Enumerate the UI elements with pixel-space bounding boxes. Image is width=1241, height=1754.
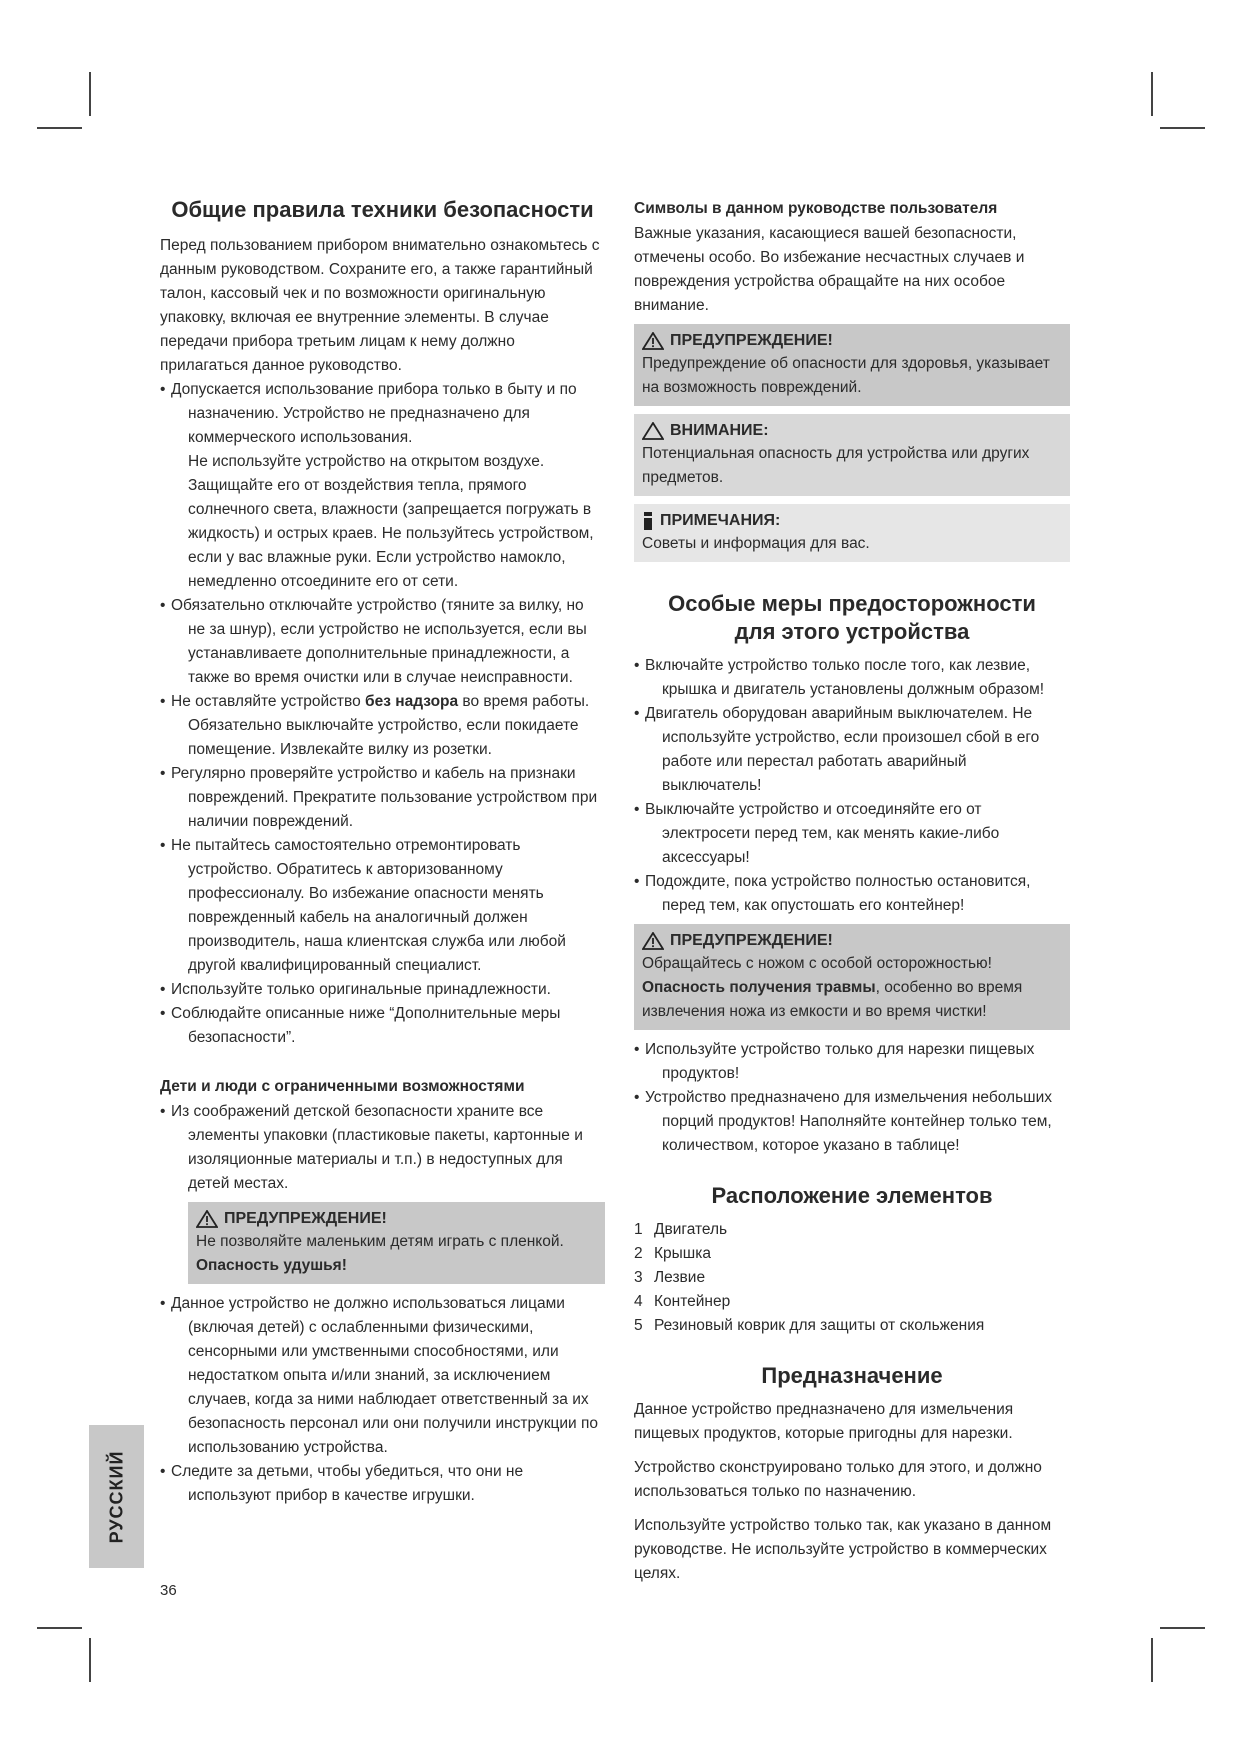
warning-heading: ПРЕДУПРЕЖДЕНИЕ!	[642, 930, 1062, 952]
warning-heading: ПРЕДУПРЕЖДЕНИЕ!	[196, 1208, 597, 1230]
crop-mark	[1160, 1627, 1205, 1629]
special-title: Особые меры предосторожности для этого устройства	[668, 591, 1036, 644]
symbols-title: Символы в данном руководстве пользователя	[634, 200, 998, 217]
safety-title: Общие правила техники безопасности	[171, 197, 594, 222]
list-item: • Данное устройство не должно использоваться лицами (включая детей) с ослабленными физическими, сенсорными или умственными способностями, или недостатком опыта и/или знаний, за исключением случаев, когда за ними наблюдает ответственный за их безопасность персонал или они получили инструкции по использованию устройства.	[160, 1292, 605, 1460]
symbols-intro: Важные указания, касающиеся вашей безопасности, отмечены особо. Во избежание несчастных случаев и повреждения устройства обращайте на них особое внимание.	[634, 225, 1025, 314]
warning-text: Обращайтесь с ножом с особой осторожностью!	[642, 955, 992, 972]
safety-list	[160, 378, 605, 1050]
children-warning-box	[188, 1202, 605, 1284]
warning-heading: ПРЕДУПРЕЖДЕНИЕ!	[642, 330, 1062, 352]
right-column	[634, 196, 1070, 1586]
crop-mark	[1151, 1638, 1153, 1682]
warning-triangle-icon	[642, 332, 664, 350]
caution-heading: ВНИМАНИЕ:	[642, 420, 1062, 442]
notes-text: Советы и информация для вас.	[642, 535, 870, 552]
special-list-2	[634, 1038, 1070, 1158]
list-item: • Выключайте устройство и отсоединяйте его от электросети перед тем, как менять какие-либо аксессуары!	[634, 798, 1070, 870]
left-column	[160, 196, 605, 1508]
children-title: Дети и люди с ограниченными возможностями	[160, 1078, 525, 1095]
list-item: • Не оставляйте устройство без надзора во время работы. Обязательно выключайте устройство, если покидаете помещение. Извлекайте вилку из розетки.	[160, 690, 605, 762]
special-warning-box	[634, 924, 1070, 1030]
info-icon	[642, 512, 654, 530]
crop-mark	[37, 127, 82, 129]
list-item: 5 Резиновый коврик для защиты от скольжения	[634, 1317, 985, 1334]
parts-title: Расположение элементов	[711, 1183, 993, 1208]
symbol-notes-box	[634, 504, 1070, 562]
list-item: • Включайте устройство только после того, как лезвие, крышка и двигатель установлены должным образом!	[634, 654, 1070, 702]
warning-text: Не позволяйте маленьким детям играть с пленкой.	[196, 1233, 564, 1250]
language-tab: РУССКИЙ	[89, 1425, 144, 1568]
symbol-warning-box	[634, 324, 1070, 406]
list-item: • Допускается использование прибора только в быту и по назначению. Устройство не предназначено для коммерческого использования. Не используйте устройство на открытом воздухе. Защищайте его от воздействия тепла, прямого солнечного света, влажности (запрещается погружать в жидкость) и острых краев. Не пользуйтесь устройством, если у вас влажные руки. Если устройство намокло, немедленно отсоедините его от сети.	[160, 378, 605, 594]
crop-mark	[37, 1627, 82, 1629]
warning-triangle-icon	[642, 932, 664, 950]
children-list	[160, 1100, 605, 1196]
list-item: • Соблюдайте описанные ниже “Дополнительные меры безопасности”.	[160, 1002, 605, 1050]
list-item-continuation: Не используйте устройство на открытом воздухе. Защищайте его от воздействия тепла, прямого солнечного света, влажности (запрещается погружать в жидкость) и острых краев. Не пользуйтесь устройством, если у вас влажные руки. Если устройство намокло, немедленно отсоедините его от сети.	[188, 453, 594, 590]
list-item: • Используйте устройство только для нарезки пищевых продуктов!	[634, 1038, 1070, 1086]
list-item: • Из соображений детской безопасности храните все элементы упаковки (пластиковые пакеты, картонные и изоляционные материалы и т.п.) в недоступных для детей местах.	[160, 1100, 605, 1196]
children-list-2	[160, 1292, 605, 1508]
parts-list	[634, 1218, 1070, 1338]
list-item: 1 Двигатель	[634, 1221, 728, 1238]
safety-intro: Перед пользованием прибором внимательно ознакомьтесь с данным руководством. Сохраните его, а также гарантийный талон, кассовый чек и по возможности оригинальную упаковку, включая ее внутренние элементы. В случае передачи прибора третьим лицам к нему должно прилагаться данное руководство.	[160, 237, 600, 374]
list-item: 3 Лезвие	[634, 1269, 706, 1286]
list-item: • Устройство предназначено для измельчения небольших порций продуктов! Наполняйте контейнер только тем, количеством, которое указано в таблице!	[634, 1086, 1070, 1158]
caution-triangle-icon	[642, 422, 664, 440]
list-item: • Обязательно отключайте устройство (тяните за вилку, но не за шнур), если устройство не используется, если вы устанавливаете дополнительные принадлежности, а также во время очистки или в случае неисправности.	[160, 594, 605, 690]
list-item: 4 Контейнер	[634, 1293, 731, 1310]
caution-text: Потенциальная опасность для устройства или других предметов.	[642, 445, 1030, 486]
crop-mark	[89, 72, 91, 116]
purpose-title: Предназначение	[761, 1363, 943, 1388]
crop-mark	[1151, 72, 1153, 116]
symbol-caution-box	[634, 414, 1070, 496]
special-list	[634, 654, 1070, 918]
list-item: • Используйте только оригинальные принадлежности.	[160, 978, 605, 1002]
warning-emphasis: Опасность удушья!	[196, 1257, 347, 1274]
purpose-paragraph: Используйте устройство только так, как указано в данном руководстве. Не используйте устройство в коммерческих целях.	[634, 1517, 1052, 1582]
warning-text: Предупреждение об опасности для здоровья, указывает на возможность повреждений.	[642, 355, 1050, 396]
purpose-paragraph: Устройство сконструировано только для этого, и должно использоваться только по назначению.	[634, 1459, 1042, 1500]
warning-text: Опасность получения травмы, особенно во время извлечения ножа из емкости и во время чистки!	[642, 979, 1023, 1020]
page-number: 36	[160, 1582, 177, 1599]
list-item: • Двигатель оборудован аварийным выключателем. Не используйте устройство, если произошел сбой в его работе или перестал работать аварийный выключатель!	[634, 702, 1070, 798]
list-item: • Подождите, пока устройство полностью остановится, перед тем, как опустошать его контейнер!	[634, 870, 1070, 918]
list-item: • Следите за детьми, чтобы убедиться, что они не используют прибор в качестве игрушки.	[160, 1460, 605, 1508]
list-item: • Регулярно проверяйте устройство и кабель на признаки повреждений. Прекратите пользование устройством при наличии повреждений.	[160, 762, 605, 834]
warning-triangle-icon	[196, 1210, 218, 1228]
list-item: 2 Крышка	[634, 1245, 711, 1262]
crop-mark	[1160, 127, 1205, 129]
crop-mark	[89, 1638, 91, 1682]
list-item: • Не пытайтесь самостоятельно отремонтировать устройство. Обратитесь к авторизованному профессионалу. Во избежание опасности менять поврежденный кабель на аналогичный должен производитель, наша клиентская служба или любой другой квалифицированный специалист.	[160, 834, 605, 978]
purpose-paragraph: Данное устройство предназначено для измельчения пищевых продуктов, которые пригодны для нарезки.	[634, 1401, 1014, 1442]
notes-heading: ПРИМЕЧАНИЯ:	[642, 510, 1062, 532]
